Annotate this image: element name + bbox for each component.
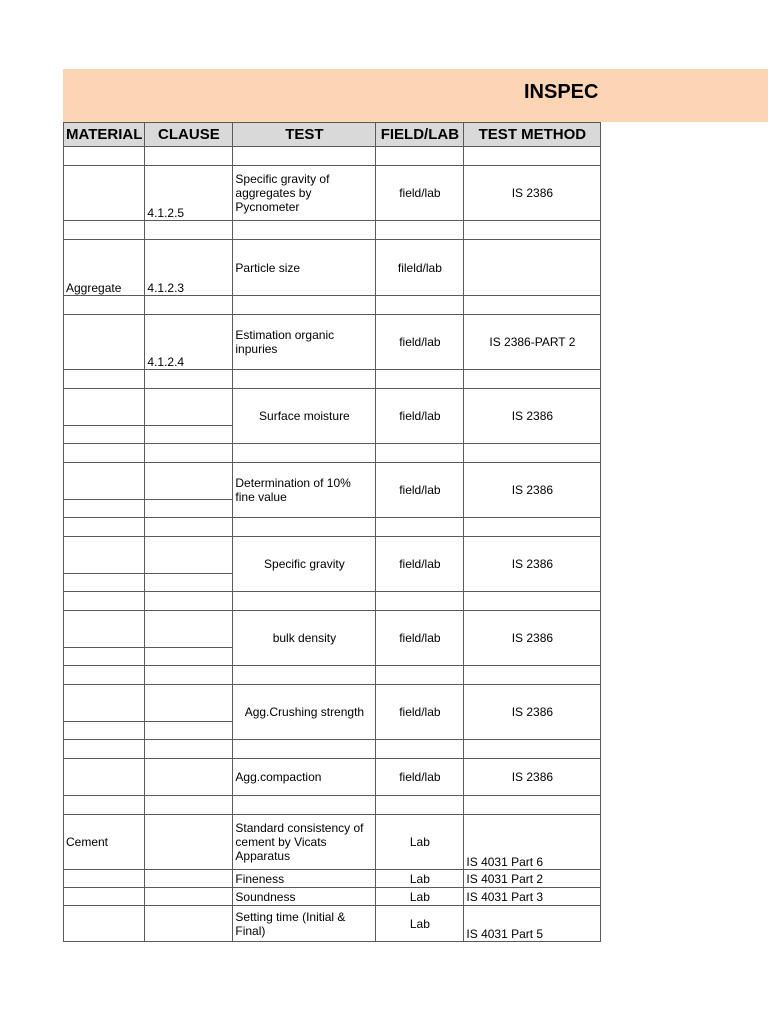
method-cell: IS 2386	[464, 166, 601, 221]
test-cell: Standard consistency of cement by Vicats Apparatus	[233, 815, 376, 870]
header-field-lab: FIELD/LAB	[376, 123, 464, 147]
method-cell: IS 4031 Part 2	[464, 870, 601, 888]
method-cell: IS 4031 Part 3	[464, 888, 601, 906]
method-cell: IS 2386	[464, 537, 601, 592]
clause-cell: 4.1.2.4	[145, 315, 233, 370]
clause-cell: 4.1.2.3	[145, 240, 233, 296]
test-cell: Particle size	[233, 240, 376, 296]
method-cell: IS 2386	[464, 389, 601, 444]
test-cell: bulk density	[233, 611, 376, 666]
test-cell: Determination of 10% fine value	[233, 463, 376, 518]
field-lab-cell: field/lab	[376, 389, 464, 444]
spacer-row	[64, 740, 601, 759]
test-cell: Fineness	[233, 870, 376, 888]
field-lab-cell: field/lab	[376, 166, 464, 221]
table-row	[64, 463, 601, 500]
field-lab-cell: field/lab	[376, 537, 464, 592]
title-banner	[63, 69, 768, 122]
field-lab-cell: field/lab	[376, 685, 464, 740]
clause-cell: 4.1.2.5	[145, 166, 233, 221]
spacer-row	[64, 666, 601, 685]
method-cell: IS 4031 Part 6	[464, 815, 601, 870]
spacer-row	[64, 221, 601, 240]
table-row	[64, 537, 601, 574]
spacer-row	[64, 147, 601, 166]
spacer-row	[64, 592, 601, 611]
method-cell: IS 2386	[464, 611, 601, 666]
table-row	[64, 815, 601, 870]
field-lab-cell: Lab	[376, 870, 464, 888]
method-cell: IS 2386	[464, 685, 601, 740]
field-lab-cell: Lab	[376, 815, 464, 870]
test-cell: Agg.compaction	[233, 759, 376, 796]
table-row	[64, 759, 601, 796]
material-cell: Cement	[64, 815, 145, 870]
header-material: MATERIAL	[64, 123, 145, 147]
header-test-method: TEST METHOD	[464, 123, 601, 147]
method-cell: IS 2386-PART 2	[464, 315, 601, 370]
test-cell: Soundness	[233, 888, 376, 906]
table-row	[64, 166, 601, 221]
field-lab-cell: field/lab	[376, 611, 464, 666]
table-row	[64, 870, 601, 888]
spacer-row	[64, 796, 601, 815]
inspection-table	[63, 122, 601, 942]
table-row	[64, 685, 601, 722]
field-lab-cell: field/lab	[376, 315, 464, 370]
test-cell: Specific gravity	[233, 537, 376, 592]
table-row	[64, 888, 601, 906]
method-cell: IS 2386	[464, 759, 601, 796]
test-cell: Specific gravity of aggregates by Pycnometer	[233, 166, 376, 221]
table-row	[64, 315, 601, 370]
header-row	[64, 123, 601, 147]
method-cell: IS 4031 Part 5	[464, 906, 601, 942]
test-cell: Estimation organic inpuries	[233, 315, 376, 370]
table-row	[64, 389, 601, 426]
field-lab-cell: field/lab	[376, 463, 464, 518]
material-cell: Aggregate	[64, 240, 145, 296]
field-lab-cell: Lab	[376, 906, 464, 942]
test-cell: Agg.Crushing strength	[233, 685, 376, 740]
method-cell: IS 2386	[464, 463, 601, 518]
header-clause: CLAUSE	[145, 123, 233, 147]
test-cell: Surface moisture	[233, 389, 376, 444]
spacer-row	[64, 370, 601, 389]
field-lab-cell: fileld/lab	[376, 240, 464, 296]
table-row	[64, 906, 601, 942]
page-title: INSPEC	[524, 81, 599, 103]
test-cell: Setting time (Initial & Final)	[233, 906, 376, 942]
table-row	[64, 240, 601, 296]
spacer-row	[64, 518, 601, 537]
header-test: TEST	[233, 123, 376, 147]
field-lab-cell: Lab	[376, 888, 464, 906]
spacer-row	[64, 444, 601, 463]
table-row	[64, 611, 601, 648]
field-lab-cell: field/lab	[376, 759, 464, 796]
spacer-row	[64, 296, 601, 315]
